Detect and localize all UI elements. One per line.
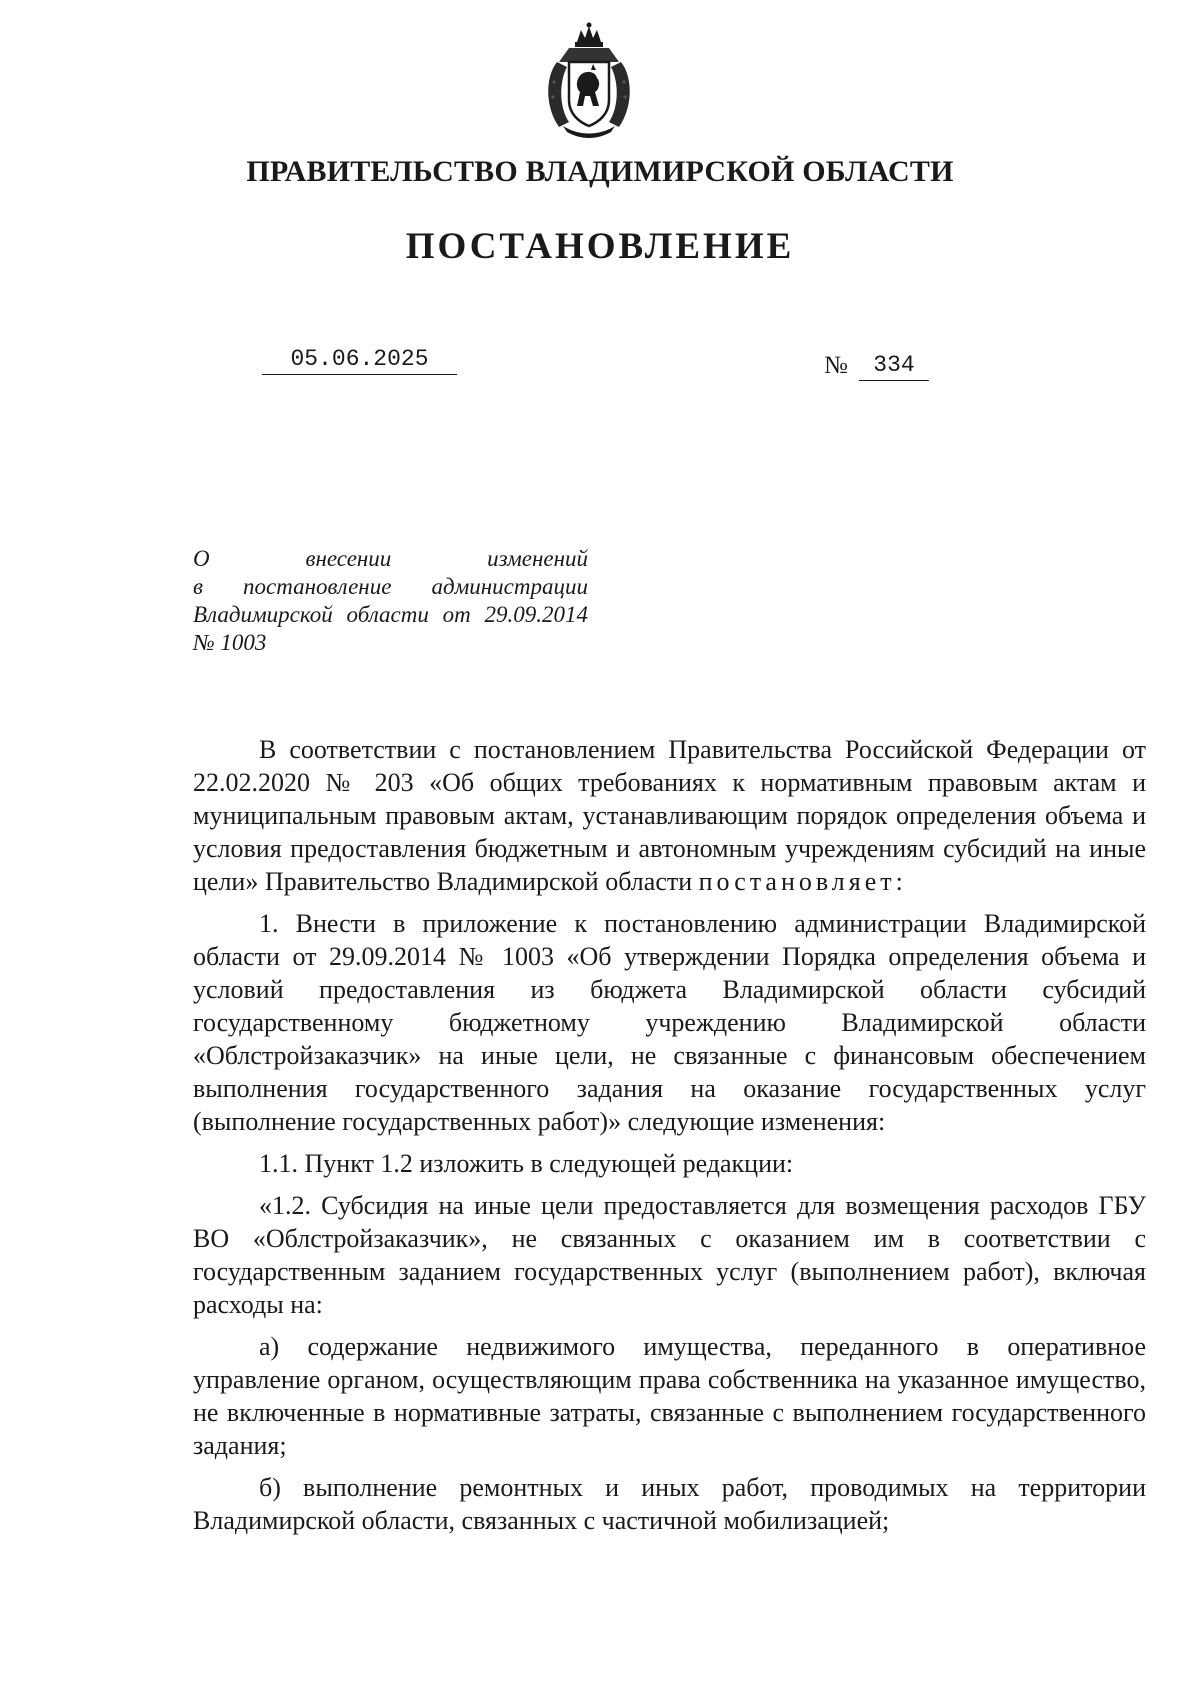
number-label: № bbox=[824, 352, 848, 379]
subject-line: Владимирской области от 29.09.2014 bbox=[193, 602, 588, 627]
organization-title: ПРАВИТЕЛЬСТВО ВЛАДИМИРСКОЙ ОБЛАСТИ bbox=[246, 155, 954, 188]
document-date: 05.06.2025 bbox=[262, 346, 457, 375]
subject-line: № 1003 bbox=[193, 630, 267, 655]
document-type-heading: ПОСТАНОВЛЕНИЕ bbox=[405, 226, 795, 267]
subject-line: О внесении изменений bbox=[193, 546, 588, 571]
body-paragraph: б) выполнение ремонтных и иных работ, проводимых на территории Владимирской области, связанных с частичной мобилизацией; bbox=[193, 1473, 1146, 1535]
preamble-text: В соответствии с постановлением Правительства Российской Федерации от 22.02.2020 № 203 «Об общих требованиях к нормативным правовым актам и муниципальным правовым актам, устанавливающим порядок определения объема и условия предоставления бюджетным и автономным учреждениям субсидий на иные цели» Правительство Владимирской области bbox=[193, 735, 1146, 896]
document-body bbox=[193, 733, 1146, 1537]
preamble-paragraph bbox=[193, 733, 1146, 898]
subject-line: в постановление администрации bbox=[193, 574, 588, 599]
body-paragraph: 1. Внести в приложение к постановлению администрации Владимирской области от 29.09.2014 № 1003 «Об утверждении Порядка определения объема и условий предоставления из бюджета Владимирской области субсидий государственному бюджетному учреждению Владимирской области «Облстройзаказчик» на иные цели, не связанные с финансовым обеспечением выполнения государственного задания на оказание государственных услуг (выполнение государственных работ)» следующие изменения: bbox=[193, 909, 1146, 1136]
body-paragraph: 1.1. Пункт 1.2 изложить в следующей редакции: bbox=[259, 1149, 794, 1178]
resolves-word: постановляет: bbox=[698, 867, 907, 896]
body-paragraph: а) содержание недвижимого имущества, переданного в оперативное управление органом, осуществляющим права собственника на указанное имущество, не включенные в нормативные затраты, связанные с выполнением государственного задания; bbox=[193, 1332, 1146, 1460]
body-paragraph: «1.2. Субсидия на иные цели предоставляется для возмещения расходов ГБУ ВО «Облстройзаказчик», не связанных с оказанием им в соответствии с государственным заданием государственных услуг (выполнением работ), включая расходы на: bbox=[193, 1191, 1146, 1319]
document-subject bbox=[193, 545, 588, 657]
document-number: 334 bbox=[859, 352, 929, 381]
coat-of-arms-icon bbox=[539, 22, 639, 140]
